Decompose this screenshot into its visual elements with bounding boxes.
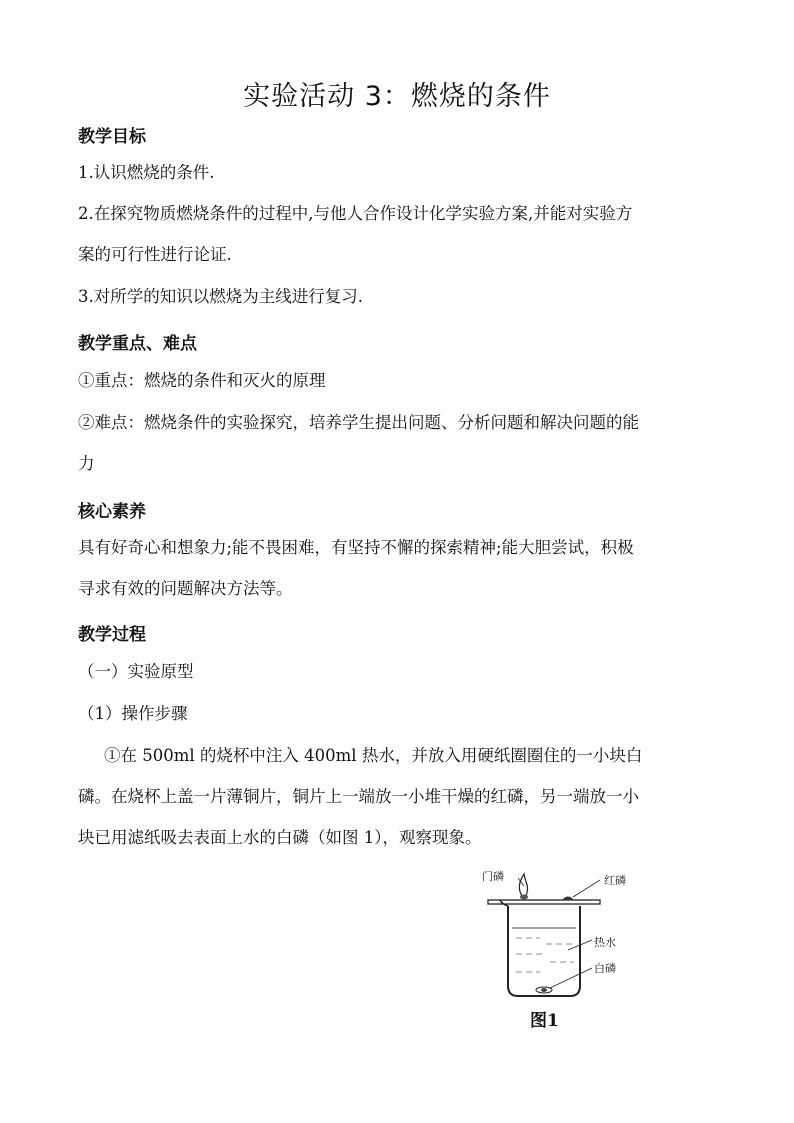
process-section-1: （一）实验原型 — [78, 662, 194, 681]
process-subsection-1: （1）操作步骤 — [78, 704, 188, 723]
label-red-phosphorus: 红磷 — [604, 874, 626, 887]
page-title: 实验活动 3：燃烧的条件 — [243, 81, 551, 112]
process-heading: 教学过程 — [78, 625, 146, 645]
step-line-2: 磷。在烧杯上盖一片薄铜片，铜片上一端放一小堆干燥的红磷，另一端放一小 — [78, 787, 639, 806]
leader-line-red — [573, 880, 600, 897]
goal-item-2-line-2: 案的可行性进行论证. — [78, 245, 232, 264]
white-phosphorus-top — [520, 895, 528, 900]
beaker — [508, 906, 580, 996]
label-white-phosphorus-bottom: 白磷 — [594, 962, 616, 975]
goals-heading: 教学目标 — [78, 127, 146, 147]
goal-item-1: 1.认识燃烧的条件. — [78, 163, 215, 182]
white-phosphorus-bottom — [541, 988, 547, 992]
key-point-2-line-1: ②难点：燃烧条件的实验探究，培养学生提出问题、分析问题和解决问题的能 — [78, 413, 639, 432]
label-hot-water: 热水 — [594, 936, 616, 949]
experiment-figure — [470, 866, 650, 1036]
key-point-2-line-2: 力 — [78, 454, 95, 473]
goal-item-2-line-1: 2.在探究物质燃烧条件的过程中,与他人合作设计化学实验方案,并能对实验方 — [78, 204, 633, 223]
step-line-1: ①在 500ml 的烧杯中注入 400ml 热水，并放入用硬纸圈圈住的一小块白 — [104, 746, 643, 765]
red-phosphorus-heap — [562, 897, 574, 901]
figure-caption: 图1 — [530, 1011, 559, 1031]
literacy-line-1: 具有好奇心和想象力;能不畏困难，有坚持不懈的探索精神;能大胆尝试，积极 — [78, 538, 634, 557]
copper-plate — [488, 900, 600, 904]
goal-item-3: 3.对所学的知识以燃烧为主线进行复习. — [78, 287, 363, 306]
literacy-heading: 核心素养 — [78, 502, 146, 522]
key-points-heading: 教学重点、难点 — [78, 334, 197, 354]
key-point-1: ①重点：燃烧的条件和灭火的原理 — [78, 371, 326, 390]
label-white-phosphorus-top: 门磷 — [482, 870, 504, 883]
literacy-line-2: 寻求有效的问题解决方法等。 — [78, 579, 293, 598]
leader-line-white-bottom — [550, 968, 592, 988]
step-line-3: 块已用滤纸吸去表面上水的白磷（如图 1），观察现象。 — [78, 828, 482, 847]
